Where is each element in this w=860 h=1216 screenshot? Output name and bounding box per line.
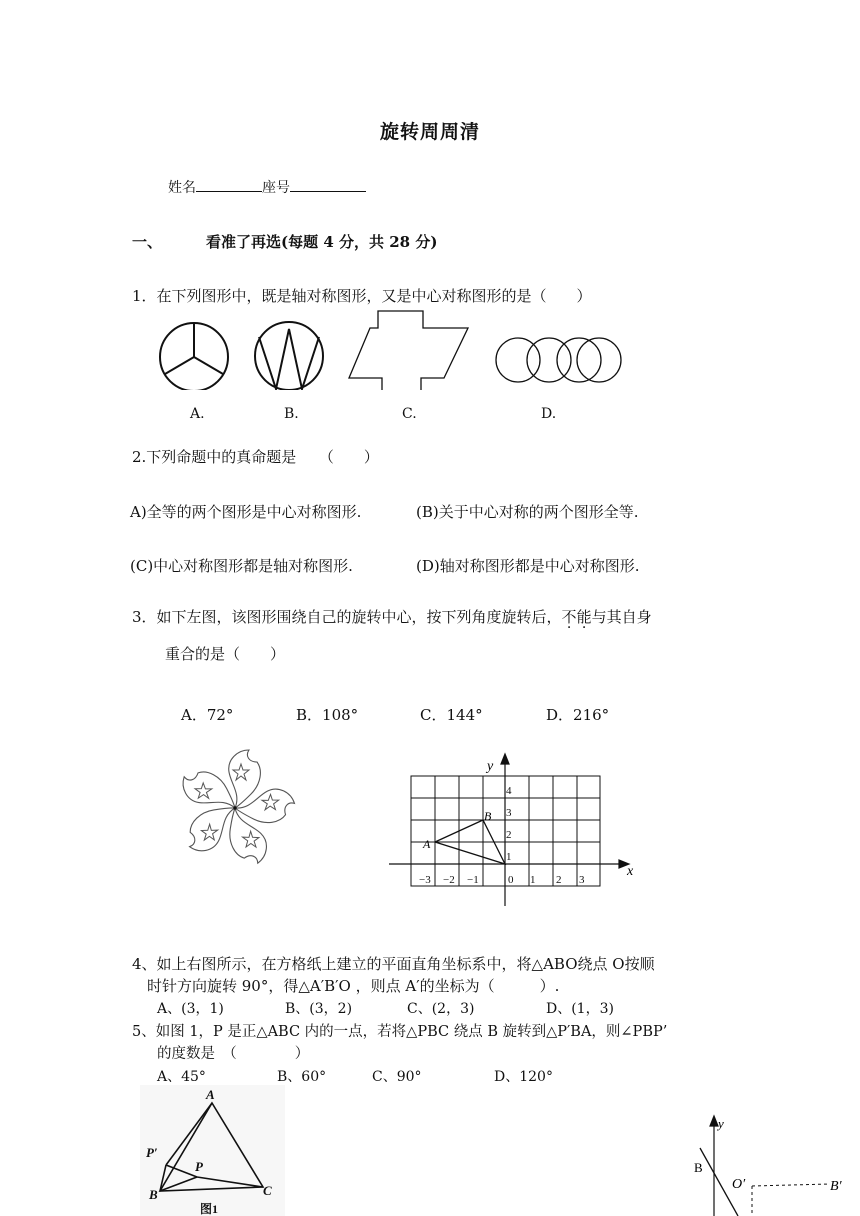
- figure-a-circle-three-radii: [160, 323, 228, 390]
- section-number: 一、: [132, 233, 163, 251]
- x-tick-1: 1: [530, 874, 536, 886]
- q3-option-b: B．108°: [296, 706, 359, 724]
- fig1-caption: 图1: [200, 1202, 219, 1216]
- q3-flower-figure: [165, 748, 305, 868]
- corner-y-axis-arrow: [710, 1116, 718, 1126]
- corner-o-prime-label: O′: [732, 1177, 746, 1192]
- q2-option-b: (B)关于中心对称的两个图形全等.: [416, 503, 639, 521]
- q5-option-b: B、60°: [277, 1069, 327, 1085]
- x-tick-neg1: −1: [467, 874, 479, 886]
- q5-option-d: D、120°: [494, 1069, 553, 1085]
- q3-stem-before: 3．如下左图，该图形围绕自己的旋转中心，按下列角度旋转后，: [132, 608, 562, 626]
- x-tick-neg2: −2: [443, 874, 455, 886]
- q3-stem-after: 与其自身: [591, 608, 652, 626]
- figure-b-circle-w: [255, 322, 323, 390]
- y-tick-4: 4: [506, 785, 512, 797]
- corner-dashed-horizontal: [752, 1184, 830, 1186]
- corner-b-label: B: [694, 1160, 703, 1175]
- x-tick-3: 3: [579, 874, 585, 886]
- section-text: 看准了再选(每题 4 分，共 28 分): [206, 233, 438, 251]
- seat-blank[interactable]: [290, 177, 366, 192]
- fig1-label-b: B: [149, 1187, 158, 1202]
- name-label: 姓名: [168, 180, 196, 196]
- q3-option-d: D．216°: [546, 706, 610, 724]
- q4-option-d: D、(1，3): [546, 1001, 614, 1017]
- fig1-label-a: A: [206, 1087, 215, 1102]
- q4-option-c: C、(2，3): [407, 1001, 475, 1017]
- q3-emphasis-2: 能: [576, 608, 592, 626]
- q3-stem-line1: [132, 606, 652, 627]
- x-tick-0: 0: [508, 874, 514, 886]
- seat-label: 座号: [262, 180, 290, 196]
- name-seat-line: [168, 177, 366, 197]
- x-axis-label: x: [627, 864, 634, 879]
- q5-line1: 5、如图 1，P 是正△ABC 内的一点，若将△PBC 绕点 B 旋转到△P′BA，则∠PBP’: [132, 1024, 668, 1040]
- name-blank[interactable]: [196, 177, 262, 192]
- y-tick-3: 3: [506, 807, 512, 819]
- figure-1-triangle: [140, 1085, 285, 1216]
- section-heading: [132, 231, 437, 252]
- q1-label-b: B.: [284, 406, 299, 422]
- figure-c-cross-parallelogram: [349, 311, 468, 390]
- q4-line2: 时针方向旋转 90°，得△A′B′O ，则点 A′的坐标为（ ）.: [147, 977, 560, 995]
- q3-emphasis-1: 不: [561, 608, 577, 626]
- q1-label-d: D.: [541, 406, 557, 422]
- q1-label-a: A.: [190, 406, 205, 422]
- fig1-label-p: P: [195, 1159, 203, 1174]
- figure-d-four-rings: [496, 338, 621, 382]
- q3-option-a: A．72°: [181, 706, 234, 724]
- q2-stem: 2.下列命题中的真命题是 （ ）: [132, 448, 379, 466]
- q5-option-c: C、90°: [372, 1069, 422, 1085]
- x-tick-neg3: −3: [419, 874, 431, 886]
- x-tick-2: 2: [556, 874, 562, 886]
- corner-b-prime-label: B′: [830, 1179, 842, 1194]
- q5-line2: 的度数是 （ ）: [157, 1046, 310, 1062]
- q2-option-c: (C)中心对称图形都是轴对称图形.: [130, 557, 353, 575]
- q4-option-a: A、(3，1): [157, 1001, 224, 1017]
- q1-label-c: C.: [402, 406, 417, 422]
- q3-option-c: C．144°: [420, 706, 483, 724]
- grid-coordinate-figure: [385, 750, 645, 910]
- q2-option-d: (D)轴对称图形都是中心对称图形.: [416, 557, 640, 575]
- q5-option-a: A、45°: [157, 1069, 206, 1085]
- fig1-label-c: C: [263, 1183, 272, 1198]
- q1-stem: 1．在下列图形中，既是轴对称图形，又是中心对称图形的是（ ）: [132, 287, 592, 305]
- q3-stem-line2: 重合的是（ ）: [165, 645, 286, 663]
- y-tick-1: 1: [506, 851, 512, 863]
- q4-option-b: B、(3，2): [285, 1001, 353, 1017]
- y-axis-label: y: [487, 759, 494, 774]
- q1-figures: [150, 305, 630, 390]
- y-axis-arrow: [501, 754, 509, 764]
- point-b-label: B: [484, 809, 492, 823]
- point-a-label: A: [423, 837, 431, 851]
- fig1-label-p-prime: P′: [146, 1145, 158, 1160]
- y-tick-2: 2: [506, 829, 512, 841]
- q4-line1: 4、如上右图所示，在方格纸上建立的平面直角坐标系中，将△ABO绕点 O按顺: [132, 955, 655, 973]
- corner-coordinate-figure: [690, 1112, 860, 1216]
- q2-option-a: A)全等的两个图形是中心对称图形.: [130, 503, 362, 521]
- corner-y-label: y: [718, 1116, 724, 1131]
- page-title: 旋转周周清: [379, 121, 480, 143]
